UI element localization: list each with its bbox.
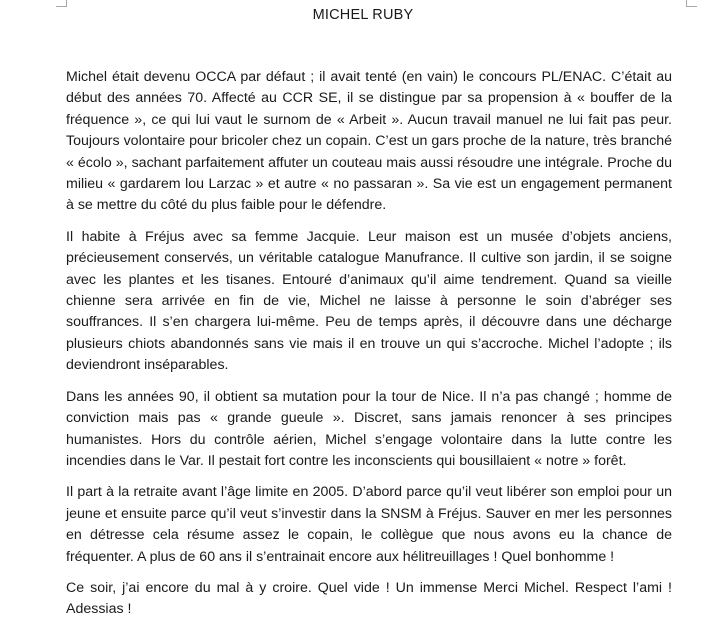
margin-corner-mark-left [56,0,67,7]
paragraph-nice-tower: Dans les années 90, il obtient sa mutation pour la tour de Nice. Il n’a pas changé ; homme de conviction mais pas « grande gueule ». Discret, sans jamais renoncer à ses principes humanistes. Hors du contrôle aérien, Michel s’engage volontaire dans la lutte contre les incendies dans le Var. Il pestait fort contre les inconscients qui bousillaient « notre » forêt. [66,388,672,469]
paragraph-home-life: Il habite à Fréjus avec sa femme Jacquie. Leur maison est un musée d’objets anciens, précieusement conservés, un véritable catalogue Manufrance. Il cultive son jardin, il se soigne avec les plantes et les tisanes. Entouré d’animaux qu’il aime tendrement. Quand sa vieille chienne sera arrivée en fin de vie, Michel ne laisse à personne le soin d’abréger ses souffrances. Il s’en chargera lui-même. Peu de temps après, il découvre dans une décharge plusieurs chiots abandonnés sans vie mais il en trouve un qui s’accroche. Michel l’adopte ; ils deviendront inséparables. [66,228,672,374]
paragraph-farewell: Ce soir, j’ai encore du mal à y croire. Quel vide ! Un immense Merci Michel. Respect l’ami ! Adessias ! [66,579,672,618]
margin-corner-mark-right [686,0,697,7]
document-body [66,67,672,631]
paragraph-retirement: Il part à la retraite avant l’âge limite en 2005. D’abord parce qu’il veut libérer son emploi pour un jeune et ensuite parce qu’il veut s’investir dans la SNSM à Fréjus. Sauver en mer les personnes en détresse cela résume assez le copain, le collègue que nous avons eu la chance de fréquenter. A plus de 60 ans il s’entrainait encore aux hélitreuillages ! Quel bonhomme ! [66,484,672,565]
document-title: MICHEL RUBY [312,7,414,23]
paragraph-career-start: Michel était devenu OCCA par défaut ; il avait tenté (en vain) le concours PL/ENAC. C’était au début des années 70. Affecté au CCR SE, il se distingue par sa propension à « bouffer de la fréquence », ce qui lui vaut le surnom de « Arbeit ». Aucun travail manuel ne lui fait pas peur. Toujours volontaire pour bricoler chez un copain. C’est un gars proche de la nature, très branché « écolo », sachant parfaitement affuter un couteau mais aussi résoudre une intégrale. Proche du milieu « gardarem lou Larzac » et autre « no passaran ». Sa vie est un engagement permanent à se mettre du côté du plus faible pour le défendre. [66,69,672,214]
